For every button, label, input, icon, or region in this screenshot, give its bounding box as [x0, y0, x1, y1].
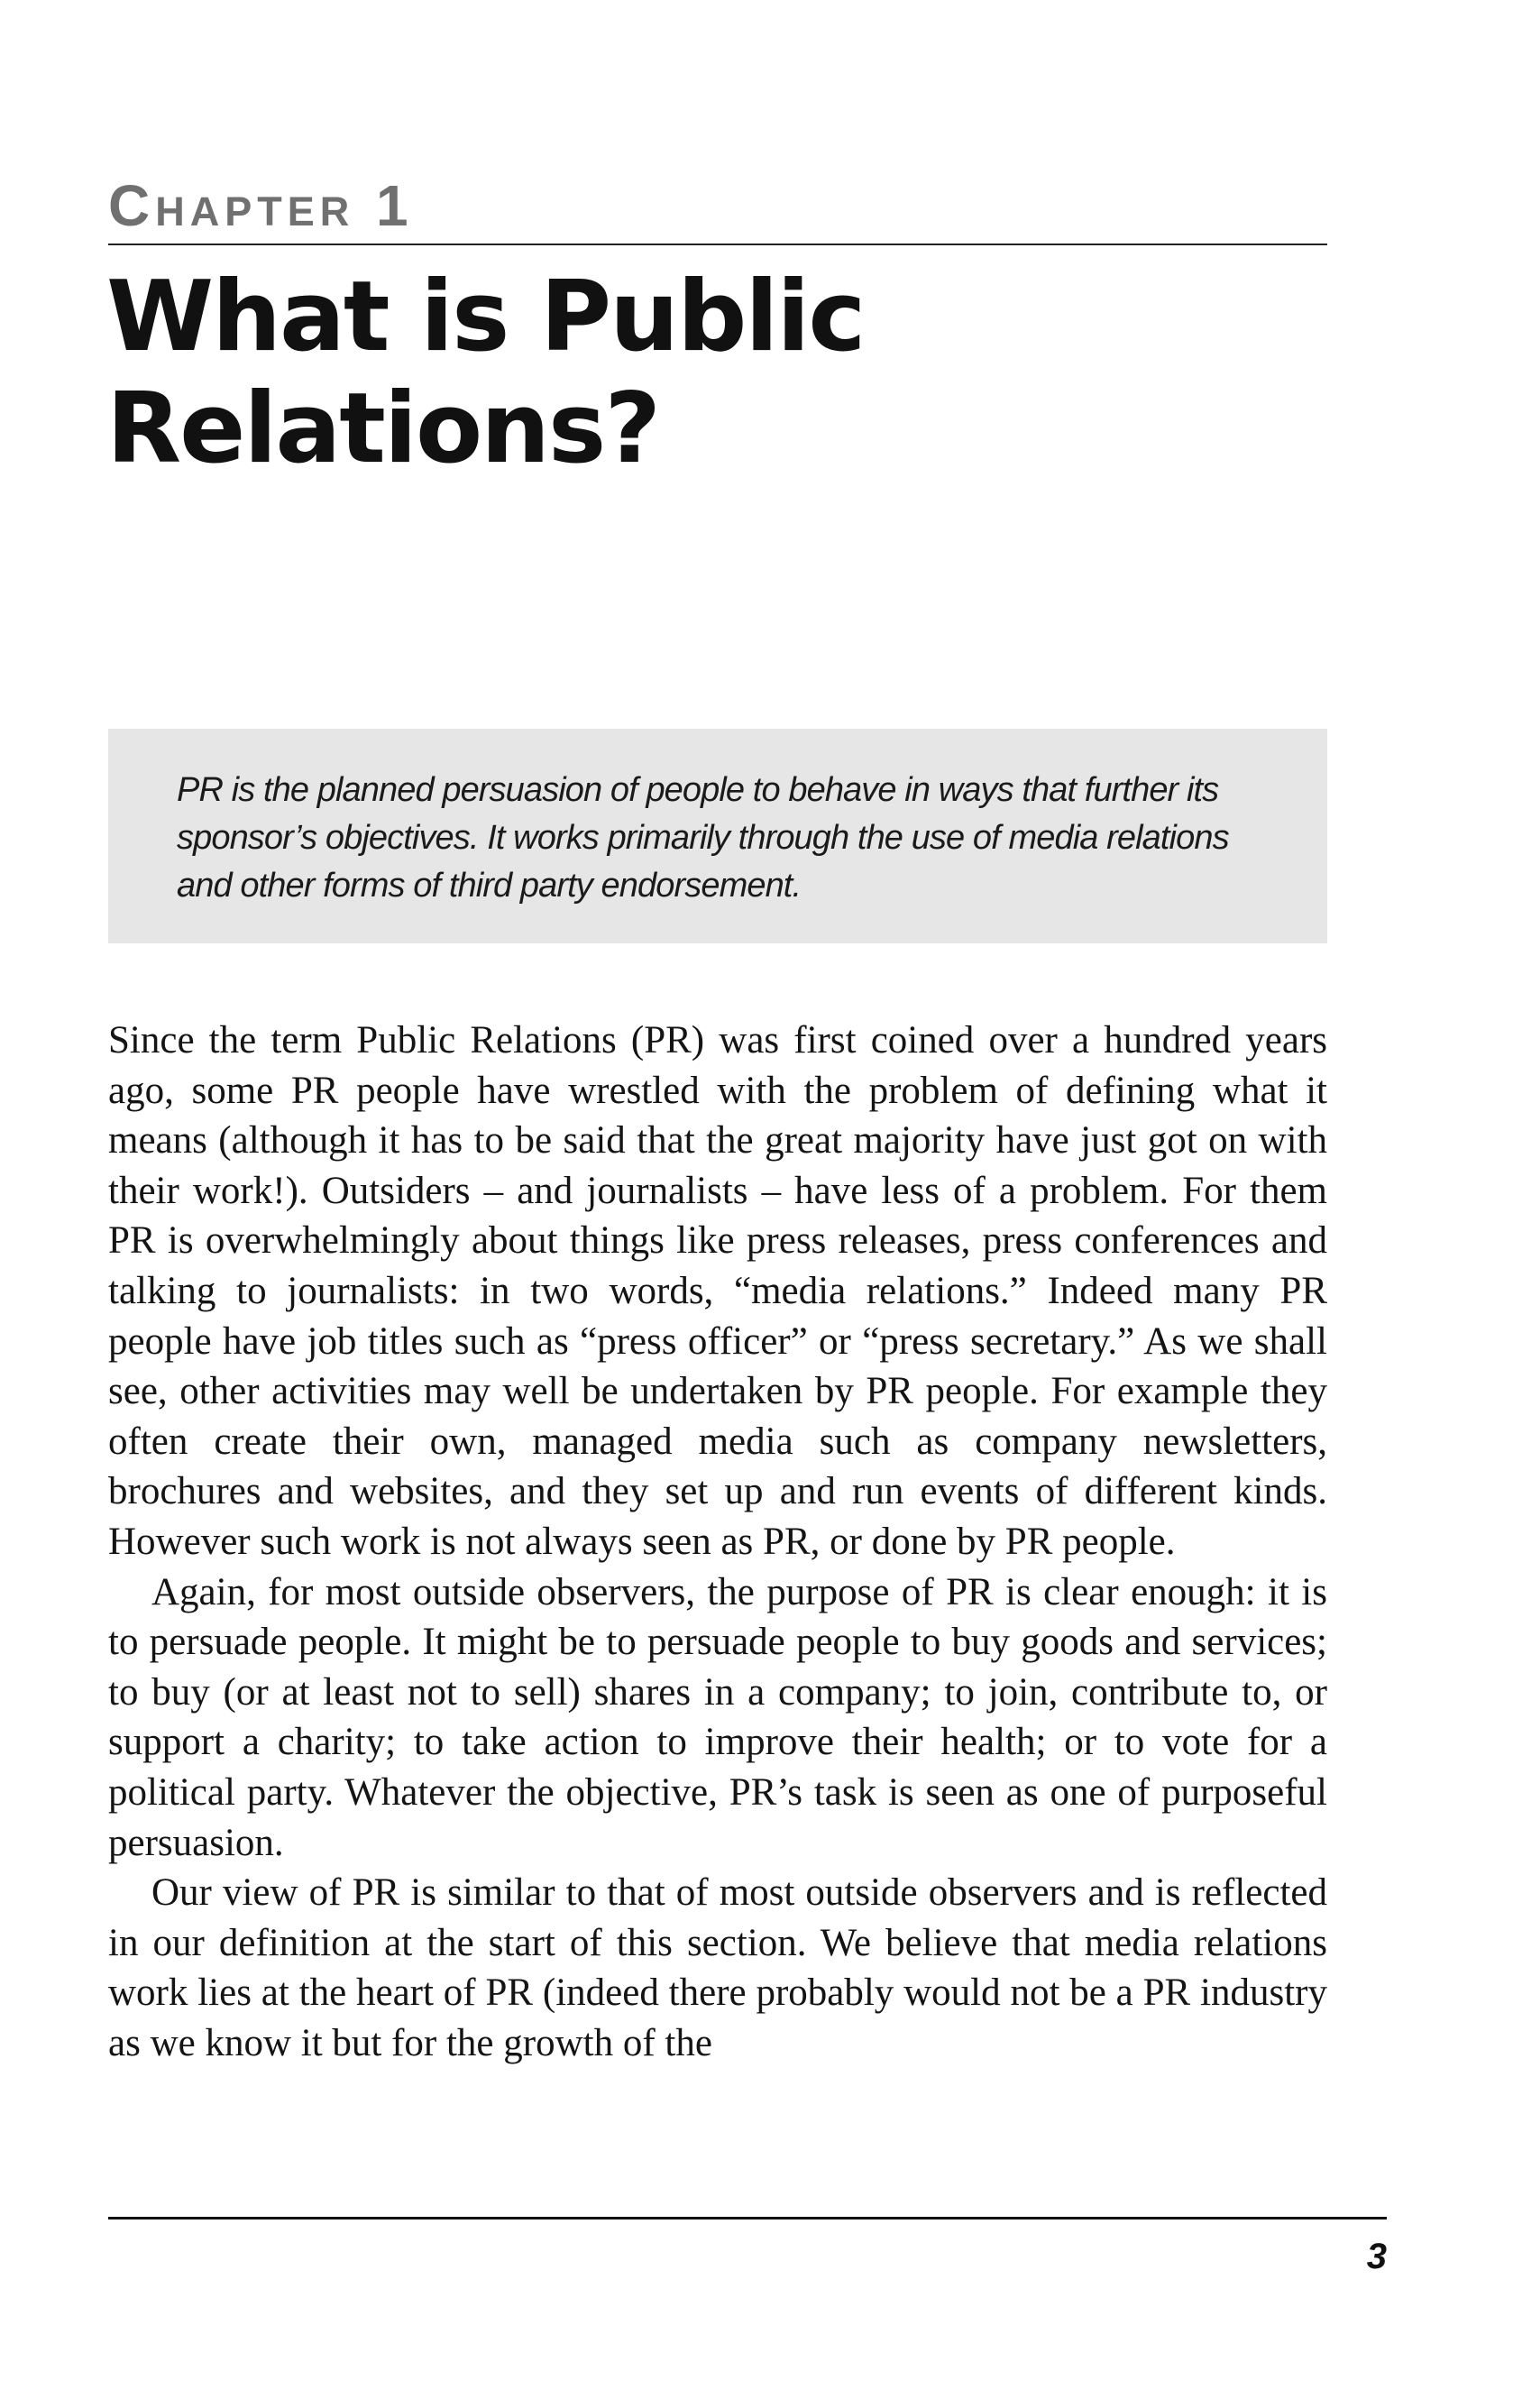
- definition-text: PR is the planned persuasion of people to behave in ways that further its sponsor’s objectives. It works primarily through the use of media relations and other forms of third party endorsement.: [177, 771, 1229, 905]
- chapter-divider: [108, 244, 1327, 245]
- chapter-title: [106, 262, 1333, 485]
- footer-divider: [108, 2217, 1387, 2220]
- page-number: 3: [1366, 2237, 1387, 2276]
- body-paragraph-2: Again, for most outside observers, the purpose of PR is clear enough: it is to persuade people. It might be to persuade people to buy goods and services; to buy (or at least not to sell) shares in a company; to join, contribute to, or support a charity; to take action to improve their health; or to vote for a political party. Whatever the objective, PR’s task is seen as one of purposeful persuasion.: [108, 1570, 1327, 1864]
- body-paragraph-1: Since the term Public Relations (PR) was first coined over a hundred years ago, some PR people have wrestled with the problem of defining what it means (although it has to be said that the great majority have just got on with their work!). Outsiders – and journalists – have less of a problem. For them PR is overwhelmingly about things like press releases, press conferences and talking to journalists: in two words, “media relations.” Indeed many PR people have job titles such as “press officer” or “press secretary.” As we shall see, other activities may well be undertaken by PR people. For example they often create their own, managed media such as company newsletters, brochures and websites, and they set up and run events of different kinds. However such work is not always seen as PR, or done by PR people.: [108, 1019, 1327, 1563]
- body-paragraph-3: Our view of PR is similar to that of most outside observers and is reflected in our definition at the start of this section. We believe that media relations work lies at the heart of PR (indeed there probably would not be a PR industry as we know it but for the growth of the: [108, 1871, 1327, 2064]
- definition-callout: [108, 729, 1327, 943]
- body-text: [108, 1016, 1327, 2068]
- chapter-label: Chapter 1: [108, 173, 414, 238]
- chapter-title-line-1: What is Public: [106, 261, 865, 373]
- chapter-title-line-2: Relations?: [106, 372, 659, 485]
